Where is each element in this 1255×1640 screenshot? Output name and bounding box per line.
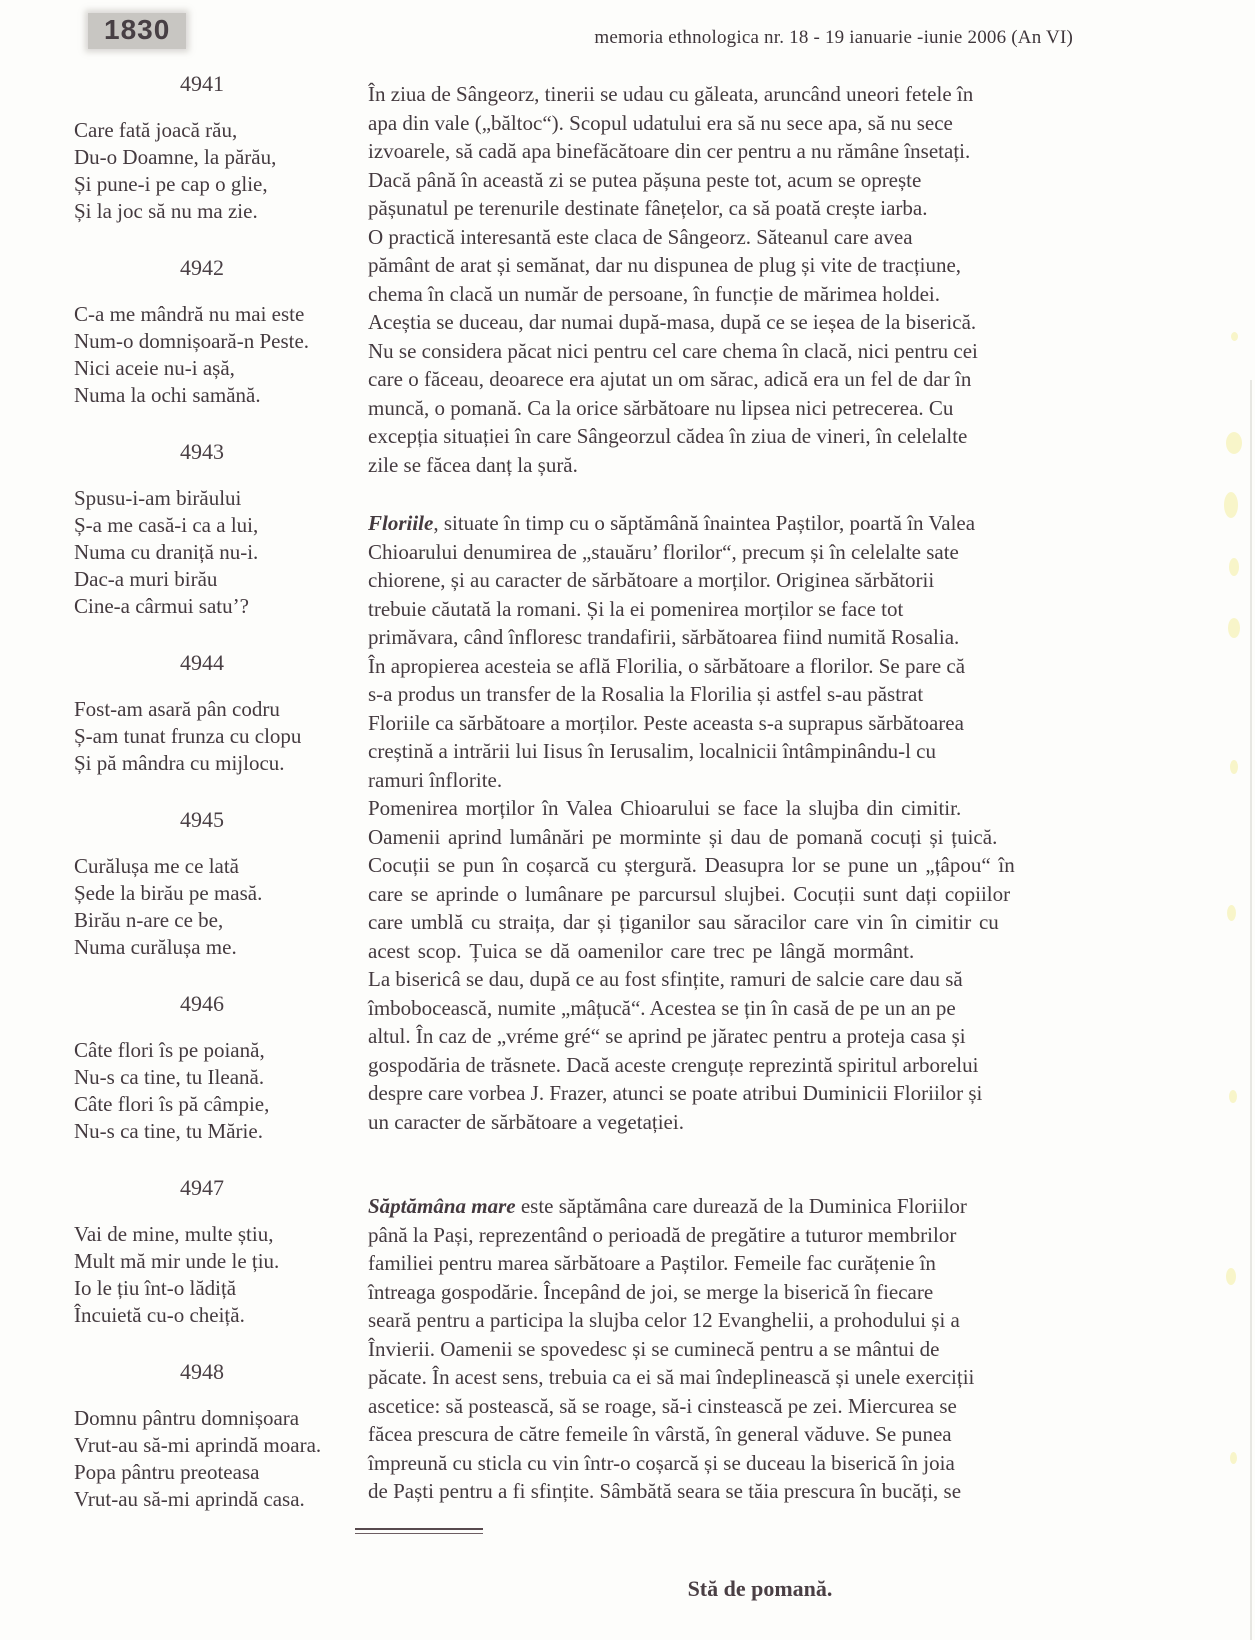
verse-line: Nu-s ca tine, tu Ileană. [74,1065,265,1089]
text-line: care se aprinde o lumânare pe parcursul slujbei. Cocuții sunt dați copiilor [368,881,1011,906]
paragraph [368,509,1082,794]
verse-line: Șede la birău pe masă. [74,881,263,905]
scan-artifact [1230,760,1238,774]
text-line: chiorene, și au caracter de sărbătoare a morților. Originea sărbătorii [368,568,935,592]
text-line: de Paști pentru a fi sfințite. Sâmbătă seara se tăia prescura în bucăți, se [368,1479,962,1503]
verse-line: Nici aceie nu-i așă, [74,356,235,380]
page-number: 1830 [104,14,171,45]
text-line: până la Pași, reprezentând o perioadă de pregătire a tuturor membrilor [368,1222,957,1247]
text-line: gospodăria de trăsnete. Dacă aceste crenguțe reprezintă spiritul arborelui [368,1052,979,1077]
text-line: ramuri înflorite. [368,767,503,792]
verse-block [66,438,338,620]
verse-line: Încuietă cu-o cheiță. [74,1303,245,1327]
verse-line: Cine-a cârmui satu’? [74,594,249,618]
verse-line: Câte flori îs pe poiană, [74,1038,265,1062]
verse-line: Popa pântru preoteasa [74,1460,260,1484]
text-line: familiei pentru marea sărbătoare a Paștilor. Femeile fac curățenie în [368,1251,936,1275]
scan-artifact [1231,332,1238,341]
verse-block [66,70,338,225]
verse-line: Du-o Doamne, la părău, [74,145,277,169]
verse-line: Birău n-are ce be, [74,908,224,932]
verse-line: Spusu-i-am birăului [74,486,242,510]
paragraph-lead: Săptămâna mare [368,1194,516,1218]
verse-line: Dac-a muri birău [74,567,218,591]
text-line: creștină a intrării lui Iisus în Ierusalim, localnicii întâmpinându-l cu [368,739,937,763]
verse-lines [66,485,338,620]
text-line: Învierii. Oamenii se spovedesc și se cuminecă pentru a se mântui de [368,1336,940,1361]
text-line: primăvara, când înfloresc trandafirii, sărbătoarea fiind numită Rosalia. [368,625,960,649]
verse-lines [66,301,338,409]
verse-block [66,254,338,409]
text-line: trebuie căutată la romani. Și la ei pomenirea morților se face tot [368,596,904,621]
verse-line: Curălușa me ce lată [74,854,240,878]
text-line: Nu se considera păcat nici pentru cel care chema în clacă, nici pentru cei [368,338,978,363]
verse-block [66,806,338,961]
verse-line: Domnu pântru domnișoara [74,1406,300,1430]
verse-number: 4943 [180,439,224,464]
text-line: Chioarului denumirea de „stauăru’ florilor“, precum și în celelalte sate [368,539,959,564]
paragraph [368,80,1082,479]
scan-artifact [1230,1452,1237,1464]
scan-artifact [1228,618,1240,638]
verse-number: 4941 [180,71,224,96]
text-line: O practică interesantă este claca de Sângeorz. Săteanul care avea [368,224,913,249]
verse-number: 4944 [180,650,224,675]
verse-line: Câte flori îs pă câmpie, [74,1092,270,1116]
text-line: apa din vale („băltoc“). Scopul udatului era să nu sece apa, să nu sece [368,110,953,135]
paragraph [368,1192,1082,1506]
text-line: În ziua de Sângeorz, tinerii se udau cu găleata, aruncând uneori fetele în [368,82,974,106]
page-edge-shadow [1250,380,1252,1640]
page-number-highlight [88,13,186,49]
verse-lines [66,1221,338,1329]
scan-artifact [1226,432,1242,454]
verse-number: 4947 [180,1175,224,1200]
text-line: întreaga gospodărie. Începând de joi, se merge la biserică în fiecare [368,1279,934,1304]
text-line: seară pentru a participa la slujba celor 12 Evanghelii, a prohodului și a [368,1308,960,1332]
verse-line: Vrut-au să-mi aprindă casa. [74,1487,305,1511]
text-line: ascetice: să postească, să se roage, să-i cinstească pe zei. Miercurea se [368,1393,957,1418]
verse-line: Io le țiu înt-o lădiță [74,1276,237,1300]
text-line: împreună cu sticla cu vin într-o coșarcă și se duceau la biserică în joia [368,1450,955,1475]
verse-line: Nu-s ca tine, tu Mărie. [74,1119,263,1143]
text-line: păcate. În acest sens, trebuia ca ei să mai îndeplinească și unele exerciții [368,1365,975,1389]
verse-line: Vai de mine, multe știu, [74,1222,274,1246]
text-line: făcea prescura de către femeile în vârstă, în general văduve. Se punea [368,1422,952,1446]
verse-lines [66,853,338,961]
text-line: Aceștia se duceau, dar numai după-masa, după ce se ieșea de la biserică. [368,310,977,334]
text-line: Oamenii aprind lumânări pe morminte și dau de pomană cocuți și țuică. [368,824,998,849]
verse-block [66,1358,338,1513]
text-line: Floriile ca sărbătoare a morților. Peste aceasta s-a suprapus sărbătoarea [368,710,964,735]
text-line: Săptămâna mare este săptămâna care durează de la Duminica Floriilor [368,1194,967,1218]
verse-column [66,70,338,1542]
verse-line: Și pune-i pe cap o glie, [74,172,268,196]
footnote-rule [355,1528,483,1534]
text-line: zile se făcea danț la șură. [368,452,578,477]
text-line: s-a produs un transfer de la Rosalia la Florilia și astfel s-au păstrat [368,682,924,706]
scan-artifact [1227,905,1236,921]
paragraph-lead: Floriile [368,511,434,535]
verse-block [66,990,338,1145]
verse-number: 4942 [180,255,224,280]
verse-line: Și la joc să nu ma zie. [74,199,258,223]
text-line: care umblă cu straița, dar și țiganilor sau săracilor care vin în cimitir cu [368,910,999,934]
text-line: Floriile, situate în timp cu o săptămână înaintea Paștilor, poartă în Valea [368,511,976,535]
text-line: excepția situației în care Sângeorzul cădea în ziua de vineri, în celelalte [368,424,968,448]
text-line: Cocuții se pun în coșarcă cu ștergură. Deasupra lor se pune un „țâpou“ în [368,853,1015,877]
text-line: izvoarele, să cadă apa binefăcătoare din cer pentru a nu rămâne însetați. [368,139,971,163]
verse-block [66,649,338,777]
text-line: muncă, o pomană. Ca la orice sărbătoare nu lipsea nici petrecerea. Cu [368,395,954,420]
text-line: La bisericâ se dau, după ce au fost sfințite, ramuri de salcie care dau să [368,967,963,991]
verse-line: Mult mă mir unde le țiu. [74,1249,280,1273]
scan-artifact [1229,1090,1237,1103]
verse-line: Care fată joacă rău, [74,118,238,142]
verse-number: 4946 [180,991,224,1016]
photo-caption: Stă de pomană. [687,1576,833,1601]
text-line: despre care vorbea J. Frazer, atunci se poate atribui Duminicii Floriilor și [368,1081,983,1105]
text-line: Dacă până în această zi se putea pășuna peste tot, acum se oprește [368,167,922,192]
verse-line: Fost-am asară pân codru [74,697,280,721]
verse-line: Ș-a me casă-i ca a lui, [74,513,259,537]
text-line: chema în clacă un număr de persoane, în funcție de mărimea holdei. [368,281,941,306]
verse-line: Numa cu draniță nu-i. [74,540,259,564]
verse-line: Și pă mândra cu mijlocu. [74,751,285,775]
text-line: În apropierea acesteia se află Florilia, o sărbătoare a florilor. Se pare că [368,653,966,678]
verse-number: 4945 [180,807,224,832]
verse-block [66,1174,338,1329]
scan-artifact [1229,558,1239,576]
text-line: acest scop. Țuica se dă oamenilor care trec pe lângă mormânt. [368,938,915,963]
scan-artifact [1224,492,1238,518]
text-line: care o făceau, deoarece era ajutat un om sărac, adică era un fel de dar în [368,367,972,391]
paragraph [368,965,1082,1136]
verse-line: Vrut-au să-mi aprindă moara. [74,1433,322,1457]
verse-lines [66,696,338,777]
scan-artifact [1226,1268,1236,1285]
text-line: altul. În caz de „vréme gré“ se aprind pe jăratec pentru a proteja casa și [368,1024,966,1048]
verse-lines [66,1037,338,1145]
text-line: pășunatul pe terenurile destinate fânețelor, ca să poată crește iarba. [368,196,928,220]
paragraph [368,794,1082,965]
verse-number: 4948 [180,1359,224,1384]
text-line: pământ de arat și semănat, dar nu dispunea de plug și vite de tracțiune, [368,253,962,277]
verse-line: C-a me mândră nu mai este [74,302,305,326]
verse-lines [66,1405,338,1513]
text-line: îmbobocească, numite „mâțucă“. Acestea se țin în casă de pe un an pe [368,995,956,1020]
verse-line: Numa la ochi samănă. [74,383,261,407]
verse-line: Numa curălușa me. [74,935,237,959]
verse-lines [66,117,338,225]
main-text-column [368,80,1082,1506]
verse-line: Num-o domnișoară-n Peste. [74,329,310,353]
text-line: un caracter de sărbătoare a vegetației. [368,1109,684,1134]
verse-line: Ș-am tunat frunza cu clopu [74,724,302,748]
text-line: Pomenirea morților în Valea Chioarului se face la slujba din cimitir. [368,796,962,820]
journal-header: memoria ethnologica nr. 18 - 19 ianuarie -iunie 2006 (An VI) [594,27,1073,48]
